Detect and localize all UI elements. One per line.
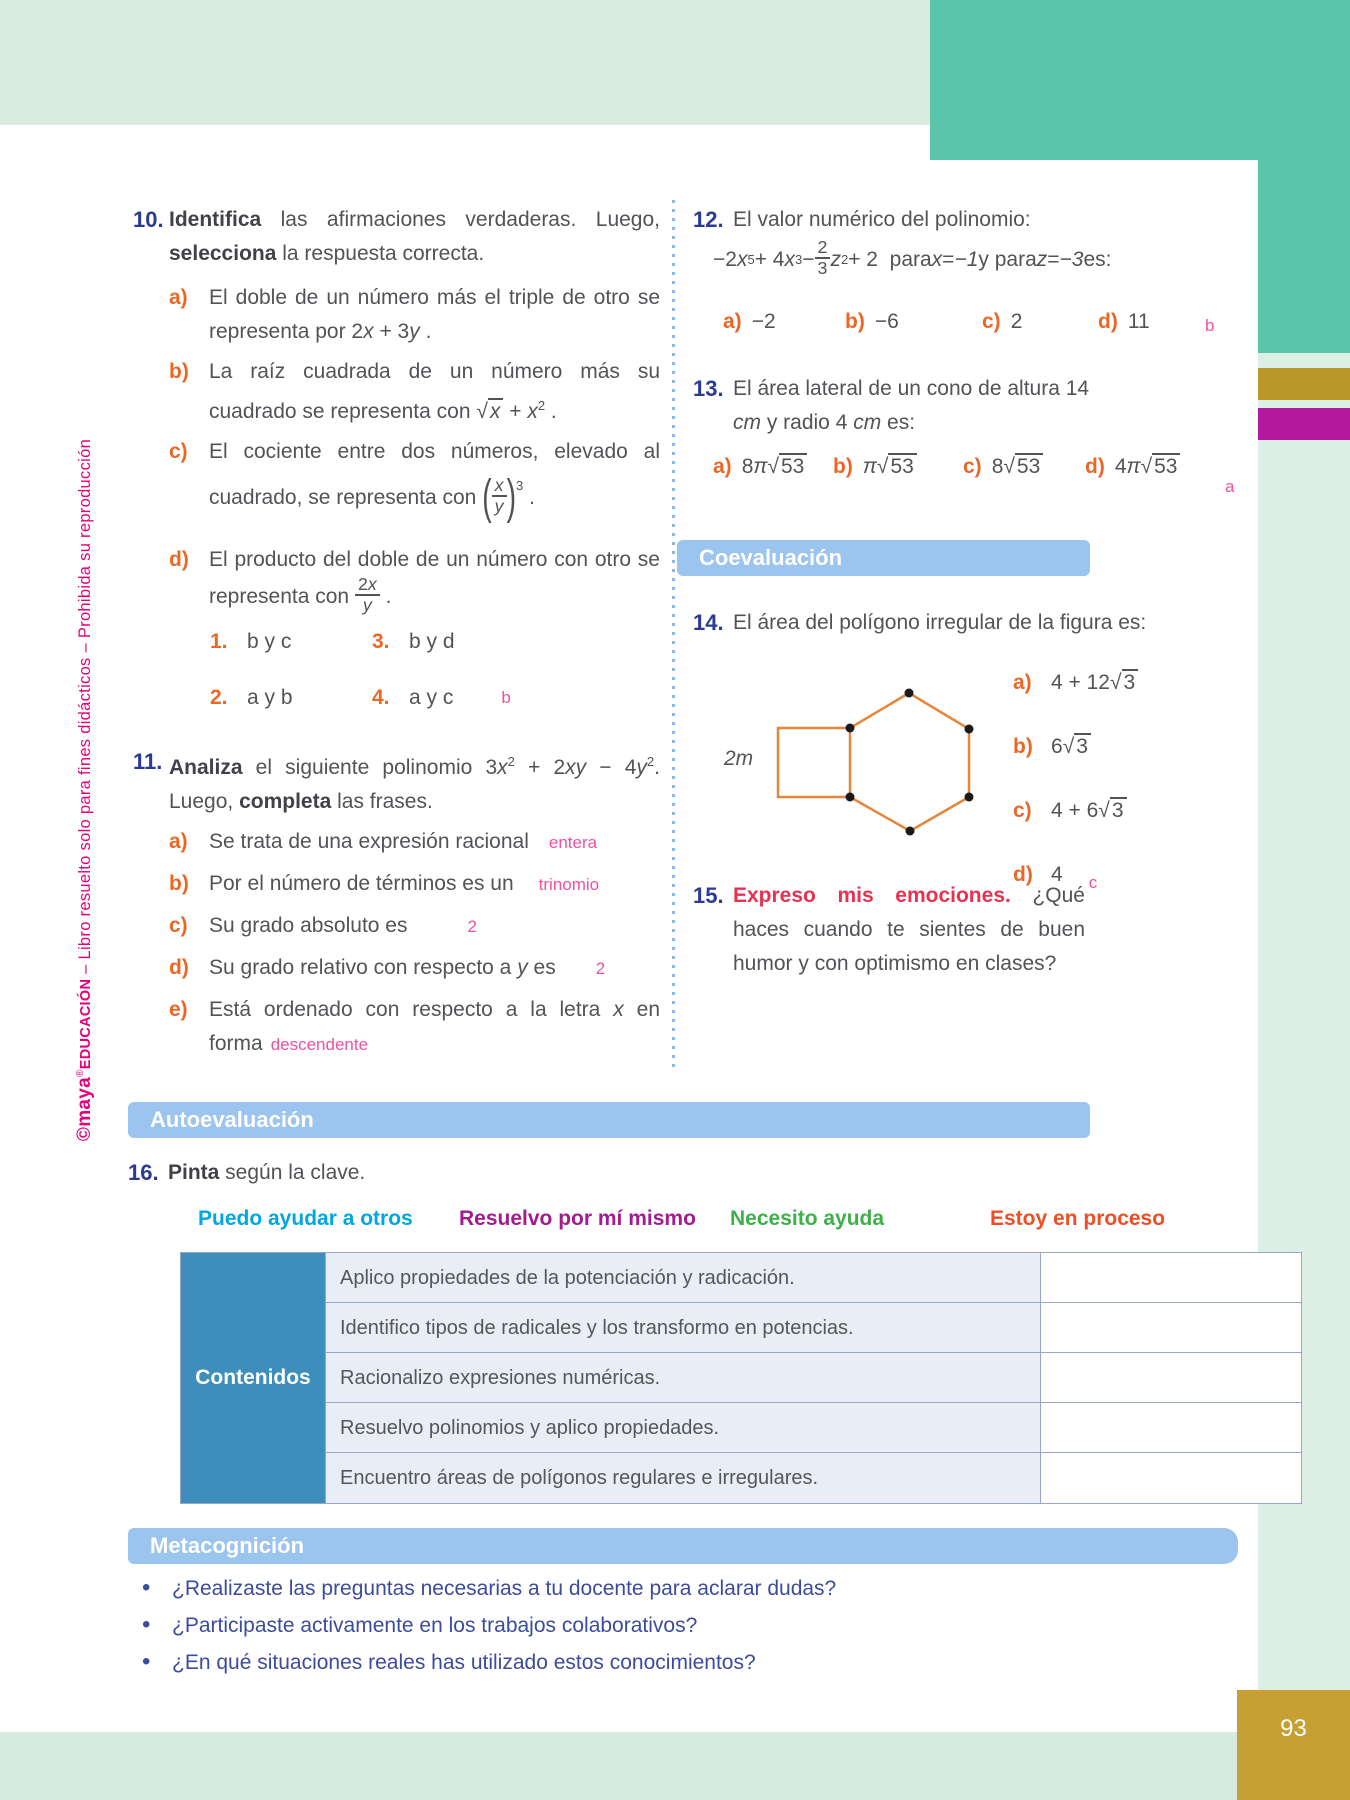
exercise-15: [693, 879, 1085, 981]
option: [833, 450, 917, 484]
figure-dimension-label: 2m: [724, 747, 754, 770]
item-statement: Su grado absoluto es: [209, 914, 408, 937]
self-evaluation-table: [180, 1252, 1302, 1504]
emotion-title: Expreso mis emociones.: [733, 884, 1011, 907]
page-number: 93: [1280, 1715, 1307, 1742]
section-title: Metacognición: [150, 1533, 305, 1558]
list-item: [169, 435, 660, 526]
exercise-10-intro: Identifica las afirmaciones verdaderas. Luego, selecciona la respuesta correcta.: [169, 208, 660, 265]
option: [713, 450, 807, 484]
column-divider: [672, 200, 675, 1073]
exercise-number: 16.: [128, 1160, 159, 1185]
question-text: ¿Participaste activamente en los trabajos colaborativos?: [172, 1614, 698, 1637]
option: [1013, 730, 1263, 764]
top-teal-block: [930, 0, 1350, 160]
exercise-12-options: [693, 305, 1253, 351]
handwritten-answer: 2: [467, 917, 477, 936]
exercise-10-items: [169, 281, 660, 617]
item-letter: e): [169, 998, 188, 1021]
bullet-icon: •: [142, 1648, 151, 1675]
exercise-15-heading: [693, 879, 1085, 981]
color-key-row: [0, 1202, 1350, 1232]
option-value: 8√53: [992, 450, 1044, 484]
publisher-name: EDUCACIÓN: [78, 978, 94, 1070]
list-item: [142, 1613, 1142, 1639]
handwritten-answer: 2: [595, 959, 606, 978]
key-label: Necesito ayuda: [730, 1207, 885, 1230]
option: [1085, 450, 1180, 484]
exercise-10: [133, 203, 660, 737]
choice-row: [210, 625, 660, 659]
question-text: ¿Qué haces cuando te sientes de buen humor y con optimismo en clases?: [733, 884, 1085, 975]
copyright-notice: – Libro resuelto solo para fines didácticos – Prohibida su reproducción: [76, 438, 94, 979]
item-text: [209, 951, 660, 986]
metacognicion-questions: [142, 1576, 1142, 1687]
exercise-13-intro: El área lateral de un cono de altura 14 cm y radio 4 cm es:: [733, 377, 1090, 434]
item-letter: d): [169, 956, 189, 979]
choice-text: a y b: [247, 686, 293, 710]
right-gold-tab: [1258, 368, 1350, 400]
item-letter: c): [169, 914, 188, 937]
list-item: [169, 825, 660, 860]
option-value: 11: [1127, 310, 1150, 333]
table-row: Racionalizo expresiones numéricas.: [326, 1353, 1041, 1403]
table-row: Resuelvo polinomios y aplico propiedades.: [326, 1403, 1041, 1453]
option: [845, 305, 899, 339]
handwritten-answer: b: [501, 688, 511, 708]
handwritten-answer: a: [1225, 477, 1235, 496]
list-item: [169, 281, 660, 349]
option-value: −2: [751, 310, 776, 333]
exercise-12-equation: −2 x 5 + 4 x 3 − $\frac{2}{3}$ z 2 + 2 para x = −1 y para z = −3 es:: [713, 236, 1112, 278]
exercise-14-intro: El área del polígono irregular de la figura es:: [733, 611, 1147, 634]
autoevaluacion-bar: [128, 1102, 1090, 1138]
exercise-14-heading: [693, 606, 1253, 640]
item-text: El cociente entre dos números, elevado al cuadrado, se representa con ( $\frac{x}{y}$ )$^3$ .: [209, 440, 660, 526]
item-statement: Su grado relativo con respecto a y es: [209, 956, 556, 979]
option: [723, 305, 776, 339]
registered-mark: ®: [75, 1069, 86, 1077]
choice-number: 2.: [210, 686, 228, 710]
handwritten-answer: descendente: [270, 1035, 369, 1054]
item-statement: Está ordenado con respecto a la letra x en forma: [209, 998, 660, 1055]
list-item: [169, 867, 660, 902]
exercise-12-intro: El valor numérico del polinomio:: [733, 208, 1031, 231]
list-item: [169, 993, 660, 1062]
metacognicion-bar: [128, 1528, 1238, 1564]
choice-number: 4.: [372, 686, 390, 710]
exercise-10-heading: [133, 203, 660, 281]
handwritten-answer: entera: [548, 833, 598, 852]
exercise-16: [128, 1156, 628, 1190]
exercise-13-options: [693, 450, 1273, 496]
section-title: Autoevaluación: [150, 1107, 314, 1132]
choice-number: 3.: [372, 630, 390, 654]
copyright-sidebar: [70, 420, 100, 1160]
option: [982, 305, 1022, 339]
option-value: 4 + 6√3: [1051, 794, 1127, 828]
list-item: [142, 1650, 1142, 1676]
section-title: Coevaluación: [699, 545, 843, 570]
bullet-icon: •: [142, 1574, 151, 1601]
top-mint-band: [0, 0, 930, 125]
item-letter: a): [169, 830, 188, 853]
list-item: [169, 355, 660, 429]
handwritten-answer: trinomio: [538, 875, 600, 894]
exercise-number: 13.: [693, 376, 724, 401]
key-label: Puedo ayudar a otros: [198, 1207, 413, 1230]
option-letter: b): [833, 455, 853, 478]
option: [1013, 666, 1263, 700]
table-row-header: Contenidos: [181, 1253, 326, 1503]
exercise-13-heading: [693, 372, 1105, 440]
handwritten-answer: c: [1088, 873, 1098, 892]
list-item: [169, 951, 660, 986]
option-letter: c): [963, 455, 982, 478]
choice-text: b y c: [247, 630, 292, 654]
question-text: ¿Realizaste las preguntas necesarias a tu docente para aclarar dudas?: [172, 1577, 837, 1600]
exercise-16-intro: Pinta según la clave.: [168, 1161, 366, 1184]
choice-row: [210, 681, 660, 715]
item-text: [209, 867, 660, 902]
option-value: 4π√53: [1115, 450, 1181, 484]
table-row: Identifico tipos de radicales y los transformo en potencias.: [326, 1303, 1041, 1353]
page-number-box: [1237, 1690, 1350, 1800]
option-value: 8π√53: [742, 450, 808, 484]
bottom-mint-band: [0, 1732, 1350, 1800]
option: [963, 450, 1043, 484]
option-value: 4 + 12√3: [1051, 666, 1138, 700]
item-letter: a): [169, 286, 188, 309]
table-row: Aplico propiedades de la potenciación y radicación.: [326, 1253, 1041, 1303]
choice-text: a y c: [409, 686, 454, 710]
option-letter: a): [1013, 671, 1032, 694]
option-letter: a): [723, 310, 742, 333]
item-letter: b): [169, 360, 189, 383]
option-value: −6: [874, 310, 899, 333]
option-value: 4: [1051, 863, 1063, 886]
right-magenta-tab: [1258, 408, 1350, 440]
right-teal-tab: [1258, 160, 1350, 353]
answer-cell: [1041, 1403, 1301, 1453]
option-letter: d): [1013, 863, 1033, 886]
key-label: Resuelvo por mí mismo: [459, 1207, 696, 1230]
choice-number: 1.: [210, 630, 228, 654]
table-row: Encuentro áreas de polígonos regulares e irregulares.: [326, 1453, 1041, 1503]
exercise-number: 14.: [693, 610, 724, 635]
option-letter: c): [1013, 799, 1032, 822]
item-statement: Se trata de una expresión racional: [209, 830, 529, 853]
option: [1098, 305, 1150, 339]
option-letter: d): [1085, 455, 1105, 478]
item-text: [209, 993, 660, 1062]
item-text: [209, 909, 660, 944]
answer-cell: [1041, 1253, 1301, 1303]
irregular-polygon-figure: [760, 680, 990, 850]
exercise-number: 15.: [693, 883, 724, 908]
publisher-logo: ©maya: [74, 1076, 95, 1142]
list-item: [169, 909, 660, 944]
item-text: El doble de un número más el triple de otro se representa por 2x + 3y .: [209, 286, 660, 343]
question-text: ¿En qué situaciones reales has utilizado estos conocimientos?: [172, 1651, 756, 1674]
option-letter: c): [982, 310, 1001, 333]
answer-cell: [1041, 1353, 1301, 1403]
exercise-number: 11.: [133, 749, 163, 774]
list-item: [142, 1576, 1142, 1602]
option: [1013, 794, 1263, 828]
option-value: 2: [1010, 310, 1023, 333]
option-letter: b): [845, 310, 865, 333]
answer-cell: [1041, 1453, 1301, 1503]
option-letter: d): [1098, 310, 1118, 333]
exercise-11-items: [169, 825, 660, 1062]
key-label: Estoy en proceso: [990, 1207, 1166, 1230]
option-letter: b): [1013, 735, 1033, 758]
item-statement: Por el número de términos es un: [209, 872, 514, 895]
bullet-icon: •: [142, 1611, 151, 1638]
option-value: π√53: [863, 450, 917, 484]
choice-text: b y d: [409, 630, 455, 654]
item-letter: d): [169, 547, 189, 571]
exercise-11: [133, 745, 660, 1068]
exercise-13: [693, 372, 1105, 440]
coevaluacion-bar: [677, 540, 1090, 576]
exercise-number: 12.: [693, 207, 724, 232]
option-letter: a): [713, 455, 732, 478]
item-text: El producto del doble de un número con otro se representa con $\frac{2x}{y}$ .: [209, 547, 660, 615]
exercise-number: 10.: [133, 207, 164, 232]
answer-cell: [1041, 1303, 1301, 1353]
exercise-15-text: [733, 879, 1085, 981]
item-letter: c): [169, 440, 188, 463]
handwritten-answer: b: [1205, 316, 1215, 335]
exercise-11-heading: [133, 745, 660, 825]
option-value: 6√3: [1051, 730, 1091, 764]
exercise-14: [693, 606, 1253, 640]
exercise-11-intro: Analiza el siguiente polinomio $3x^2 + 2xy - 4y^2$. Luego, completa las frases.: [169, 754, 660, 813]
item-text: La raíz cuadrada de un número más su cuadrado se representa con $√x + x^2$ .: [209, 360, 660, 423]
list-item: [169, 543, 660, 618]
item-letter: b): [169, 872, 189, 895]
item-text: [209, 825, 660, 860]
